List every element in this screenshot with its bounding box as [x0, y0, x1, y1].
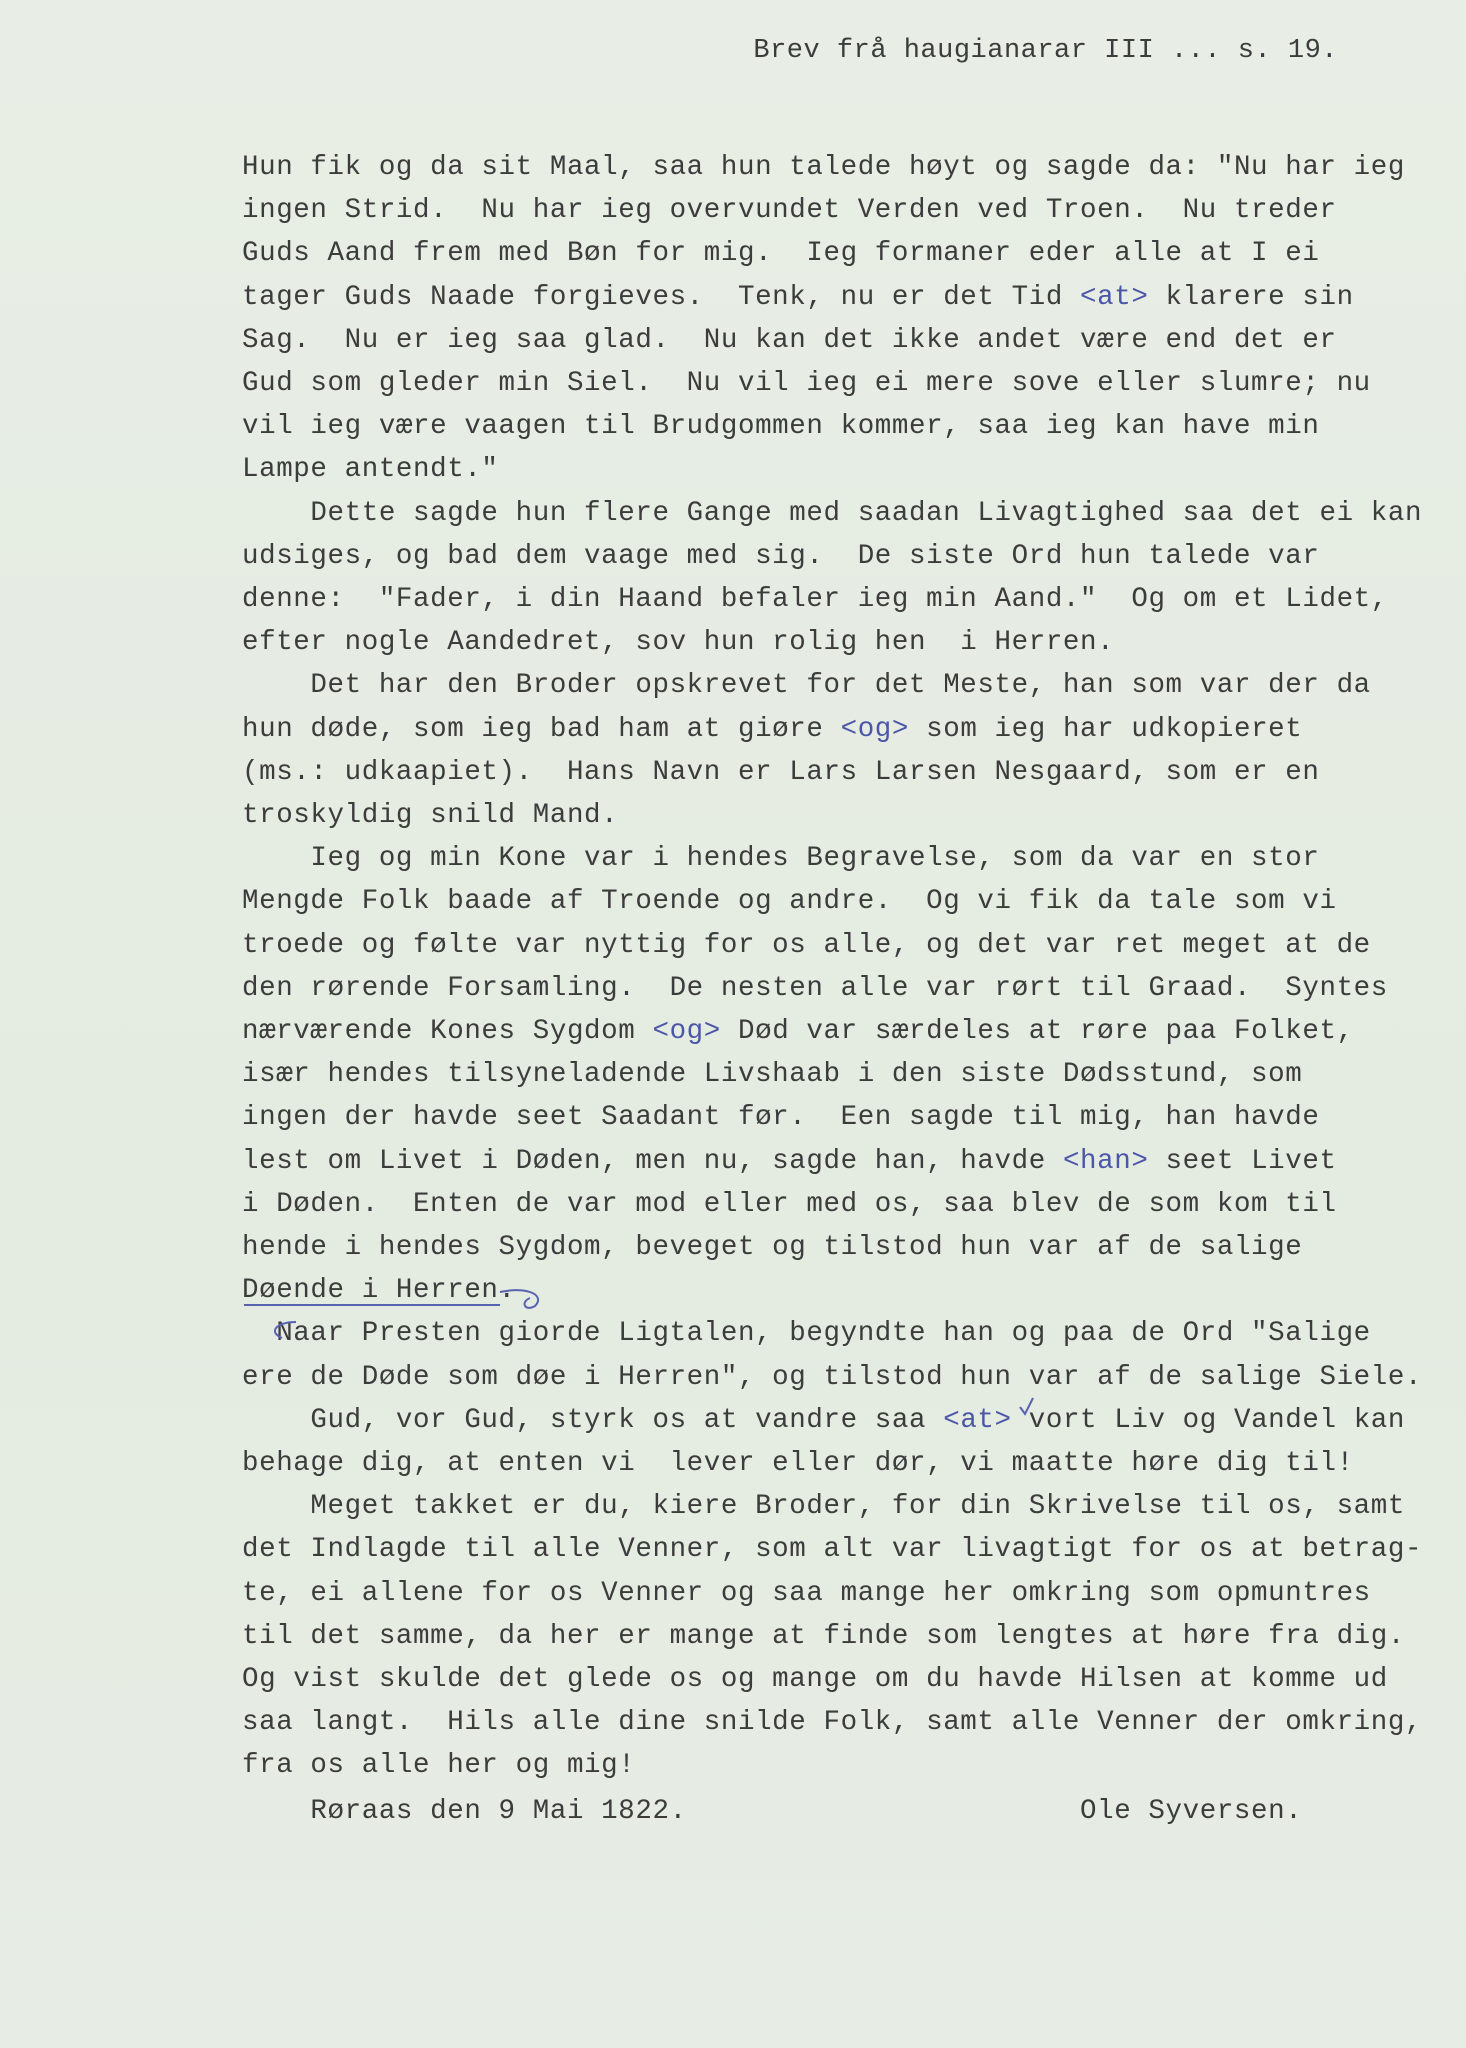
text-line: Guds Aand frem med Bøn for mig. Ieg formaner eder alle at I ei	[242, 238, 1320, 270]
text-line: troede og følte var nyttig for os alle, og det var ret meget at de	[242, 929, 1371, 961]
text-line: saa langt. Hils alle dine snilde Folk, samt alle Venner der omkring,	[242, 1707, 1423, 1739]
place-date: Røraas den 9 Mai 1822.	[242, 1796, 687, 1827]
text-line: til det samme, da her er mange at finde som lengtes at høre fra dig.	[242, 1620, 1405, 1652]
text-line: (ms.: udkaapiet). Hans Navn er Lars Larsen Nesgaard, som er en	[242, 756, 1320, 788]
signature: Ole Syversen.	[1080, 1796, 1303, 1827]
text-line: hun døde, som ieg bad ham at giøre <og> som ieg har udkopieret	[242, 713, 1303, 745]
text-line: efter nogle Aandedret, sov hun rolig hen i Herren.	[242, 627, 1115, 659]
text-line: hende i hendes Sygdom, beveget og tilstod hun var af de salige	[242, 1232, 1303, 1263]
text-line: Naar Presten giorde Ligtalen, begyndte han og paa de Ord "Salige	[242, 1318, 1371, 1350]
text-line: troskyldig snild Mand.	[242, 800, 619, 831]
page-header: Brev frå haugianarar III ... s. 19.	[753, 36, 1338, 66]
text-line: te, ei allene for os Venner og saa mange her omkring som opmuntres	[242, 1577, 1371, 1609]
text-line: Meget takket er du, kiere Broder, for din Skrivelse til os, samt	[242, 1491, 1405, 1523]
text-line: behage dig, at enten vi lever eller dør, vi maatte høre dig til!	[242, 1448, 1354, 1479]
text-line: ere de Døde som døe i Herren", og tilstod hun var af de salige Siele.	[242, 1361, 1423, 1393]
text-line: udsiges, og bad dem vaage med sig. De siste Ord hun talede var	[242, 540, 1320, 572]
text-line: ingen der havde seet Saadant før. Een sagde til mig, han havde	[242, 1102, 1320, 1134]
text-line: fra os alle her og mig!	[242, 1750, 636, 1782]
text-line: især hendes tilsyneladende Livshaab i den siste Dødsstund, som	[242, 1059, 1303, 1091]
text-line: ingen Strid. Nu har ieg overvundet Verden ved Troen. Nu treder	[242, 195, 1337, 227]
text-line: Hun fik og da sit Maal, saa hun talede høyt og sagde da: "Nu har ieg	[242, 152, 1405, 183]
text-line: Sag. Nu er ieg saa glad. Nu kan det ikke andet være end det er	[242, 324, 1337, 356]
text-line: Lampe antendt."	[242, 454, 499, 486]
text-line: Døende i Herren.	[242, 1275, 516, 1307]
text-line: vil ieg være vaagen til Brudgommen kommer, saa ieg kan have min	[242, 411, 1320, 443]
text-line: lest om Livet i Døden, men nu, sagde han, havde <han> seet Livet	[242, 1145, 1337, 1177]
text-line: denne: "Fader, i din Haand befaler ieg min Aand." Og om et Lidet,	[242, 584, 1388, 615]
text-line: nærværende Kones Sygdom <og> Død var særdeles at røre paa Folket,	[242, 1016, 1354, 1047]
text-line: Dette sagde hun flere Gange med saadan Livagtighed saa det ei kan	[242, 497, 1423, 529]
text-line: Gud, vor Gud, styrk os at vandre saa <at> vort Liv og Vandel kan	[242, 1404, 1406, 1436]
text-line: det Indlagde til alle Venner, som alt var livagtigt for os at betrag-	[242, 1534, 1423, 1566]
text-line: Mengde Folk baade af Troende og andre. Og vi fik da tale som vi	[242, 886, 1337, 918]
text-line: i Døden. Enten de var mod eller med os, saa blev de som kom til	[242, 1188, 1337, 1220]
text-line: den rørende Forsamling. De nesten alle var rørt til Graad. Syntes	[242, 972, 1388, 1004]
text-line: Det har den Broder opskrevet for det Meste, han som var der da	[242, 670, 1371, 702]
text-line: Og vist skulde det glede os og mange om du havde Hilsen at komme ud	[242, 1664, 1388, 1695]
text-line: tager Guds Naade forgieves. Tenk, nu er det Tid <at> klarere sin	[242, 281, 1354, 313]
text-line: Ieg og min Kone var i hendes Begravelse, som da var en stor	[242, 843, 1320, 875]
text-line: Gud som gleder min Siel. Nu vil ieg ei mere sove eller slumre; nu	[242, 368, 1371, 399]
